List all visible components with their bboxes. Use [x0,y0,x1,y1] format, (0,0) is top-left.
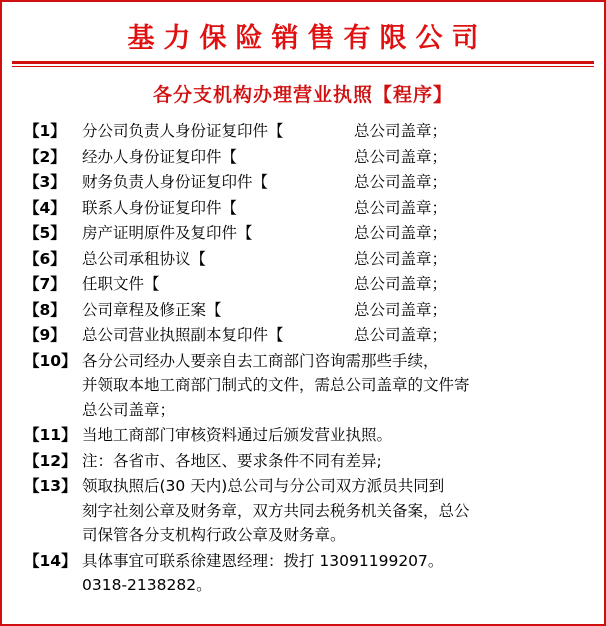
list-item [24,349,590,423]
item-text-line: 注：各省市、各地区、要求条件不同有差异; [82,451,382,470]
item-text-right: 总公司盖章； [354,249,448,268]
item-text-right: 总公司盖章； [354,300,448,319]
item-text-left: 分公司负责人身份证复印件【 [82,122,284,140]
list-item [24,323,590,348]
item-body [82,323,590,348]
item-body [82,449,590,474]
list-item [24,247,590,272]
item-number: 【2】 [24,147,66,166]
list-item [24,423,590,448]
item-number: 【10】 [24,351,77,370]
list-item [24,449,590,474]
item-text-left: 任职文件【 [82,275,160,293]
item-number: 【7】 [24,275,66,293]
divider-thin-line [12,66,594,67]
item-text-left: 财务负责人身份证复印件【 [82,173,269,191]
item-number: 【6】 [24,249,66,268]
list-item [24,170,590,195]
list-item [24,474,590,548]
item-text-line: 并领取本地工商部门制式的文件，需总公司盖章的文件寄 [82,376,470,394]
item-number: 【8】 [24,300,66,319]
item-text-line: 刻字社刻公章及财务章，双方共同去税务机关备案，总公 [82,501,470,520]
item-number: 【3】 [24,173,66,191]
header-divider [12,61,594,67]
company-title: 基力保险销售有限公司 [127,23,488,54]
item-body [82,272,590,297]
item-text-left: 房产证明原件及复印件【 [82,224,253,242]
item-body [82,349,590,423]
item-text-right: 总公司盖章； [354,224,448,242]
item-number: 【14】 [24,551,77,570]
item-text-line: 0318-2138282。 [82,576,212,594]
item-body [82,423,590,448]
item-number: 【12】 [24,451,77,470]
divider-thick-line [12,61,594,64]
item-text-right: 总公司盖章； [354,275,448,293]
item-body [82,119,590,144]
list-item [24,549,590,598]
item-text-line: 领取执照后(30 天内)总公司与分公司双方派员共同到 [82,477,445,495]
document-title: 各分支机构办理营业执照【程序】 [152,84,453,106]
item-body [82,474,590,548]
item-text-line: 总公司盖章； [82,400,176,419]
list-item [24,298,590,323]
item-number: 【13】 [24,477,77,495]
item-text-right: 总公司盖章； [354,147,448,166]
item-text-line: 各分公司经办人要亲自去工商部门咨询需那些手续， [82,351,439,370]
item-text-right: 总公司盖章； [354,326,448,344]
item-number: 【4】 [24,198,66,217]
item-text-left: 总公司承租协议【 [82,249,207,268]
item-body [82,549,590,598]
item-number: 【5】 [24,224,66,242]
item-text-left: 总公司营业执照副本复印件【 [82,326,284,344]
item-text-line: 司保管各分支机构行政公章及财务章。 [82,526,346,544]
item-text-right: 总公司盖章； [354,122,448,140]
item-text-left: 联系人身份证复印件【 [82,198,238,217]
item-body [82,196,590,221]
item-body [82,145,590,170]
item-body [82,221,590,246]
list-item [24,196,590,221]
item-text-left: 经办人身份证复印件【 [82,147,238,166]
list-item [24,145,590,170]
item-text-line: 当地工商部门审核资料通过后颁发营业执照。 [82,426,393,444]
item-body [82,247,590,272]
item-number: 【9】 [24,326,66,344]
item-body [82,298,590,323]
list-item [24,272,590,297]
item-text-right: 总公司盖章； [354,198,448,217]
procedure-list [2,119,604,598]
item-number: 【1】 [24,122,66,140]
item-text-line: 具体事宜可联系徐建恩经理：拨打 13091199207。 [82,551,444,570]
list-item [24,119,590,144]
item-text-left: 公司章程及修正案【 [82,300,222,319]
item-body [82,170,590,195]
item-number: 【11】 [24,426,77,444]
list-item [24,221,590,246]
item-text-right: 总公司盖章； [354,173,448,191]
